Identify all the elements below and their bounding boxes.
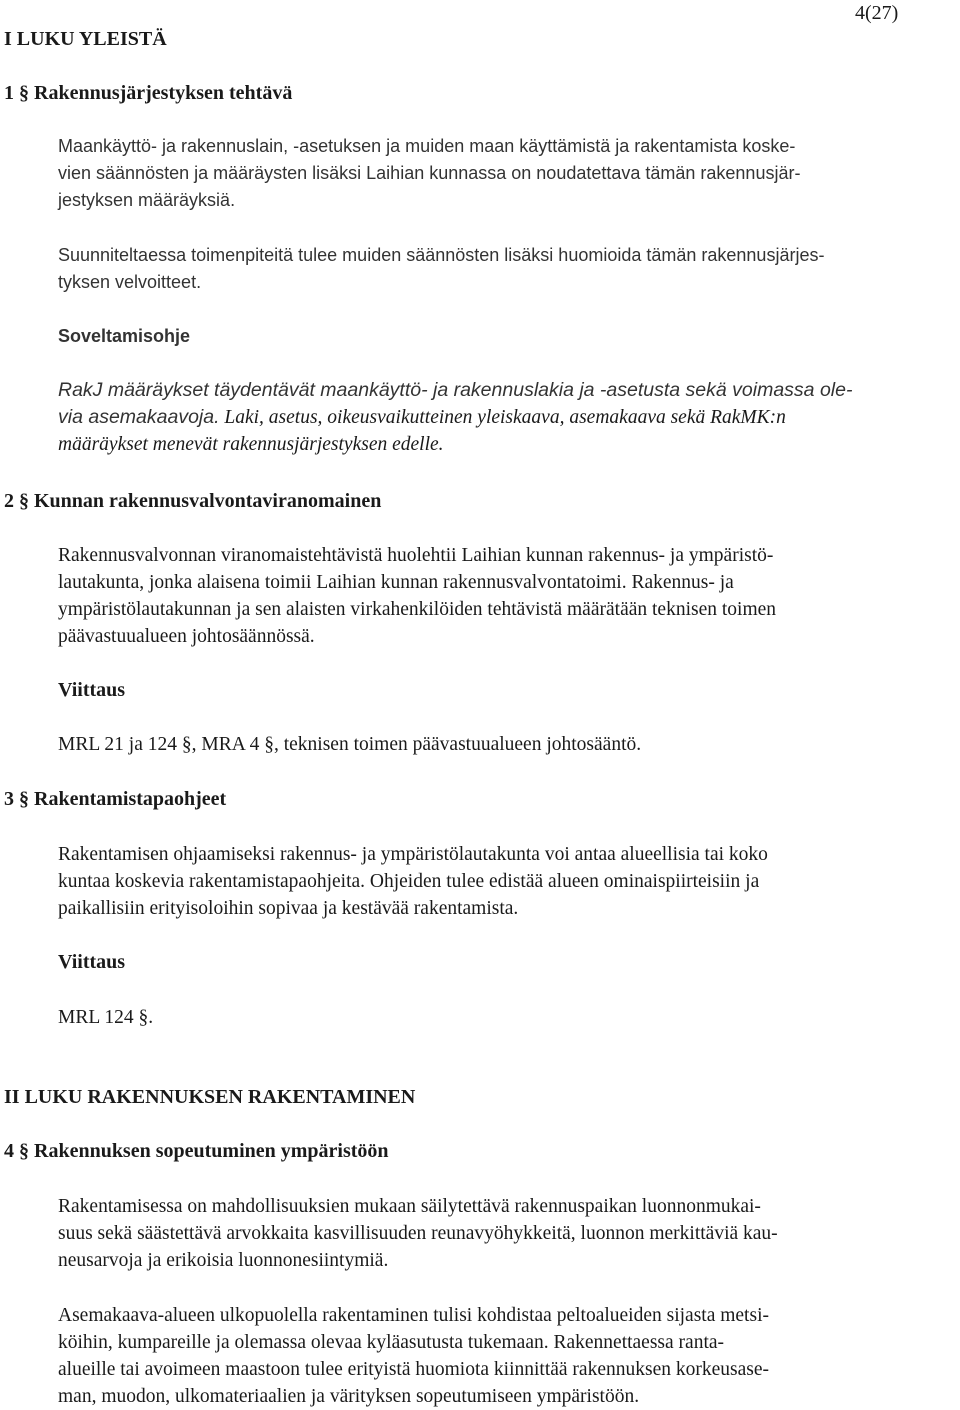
- chapter-title-1: I LUKU YLEISTÄ: [4, 28, 167, 50]
- guide-paragraph: [58, 377, 852, 458]
- section-2-reference-heading: Viittaus: [58, 679, 126, 701]
- text-line: RakJ määräykset täydentävät maankäyttö- ja rakennuslakia ja -asetusta sekä voimassa ole-: [58, 379, 853, 401]
- section-1-paragraph-2: [58, 242, 824, 296]
- text-line: Maankäyttö- ja rakennuslain, -asetuksen ja muiden maan käyttämistä ja rakentamista koske-: [58, 136, 796, 156]
- text-line: ympäristölautakunnan ja sen alaisten virkahenkilöiden tehtävistä määrätään teknisen toimen: [58, 599, 777, 620]
- section-2-paragraph-1: [58, 542, 776, 650]
- section-4-paragraph-1: [58, 1193, 778, 1274]
- section-3-heading: 3 § Rakentamistapaohjeet: [4, 788, 227, 810]
- text-line: lautakunta, jonka alaisena toimii Laihian kunnan rakennusvalvontatoimi. Rakennus- ja: [58, 572, 734, 593]
- guide-heading: Soveltamisohje: [58, 326, 191, 346]
- section-1-heading: 1 § Rakennusjärjestyksen tehtävä: [4, 82, 293, 104]
- text-line: man, muodon, ulkomateriaalien ja värityksen sopeutumiseen ympäristöön.: [58, 1386, 640, 1407]
- text-segment: Laki, asetus, oikeusvaikutteinen yleiskaava, asemakaava sekä RakMK:n: [219, 407, 786, 428]
- text-line: tyksen velvoitteet.: [58, 272, 202, 292]
- text-segment: via asemakaavoja.: [58, 406, 220, 428]
- text-line: päävastuualueen johtosäännössä.: [58, 626, 315, 647]
- text-line: suus sekä säästettävä arvokkaita kasvillisuuden reunavyöhykkeitä, luonnon merkittäviä kau-: [58, 1223, 778, 1244]
- section-3-reference-heading: Viittaus: [58, 951, 126, 973]
- text-line: Rakentamisen ohjaamiseksi rakennus- ja ympäristölautakunta voi antaa alueellisia tai koko: [58, 844, 768, 865]
- text-line: Suunniteltaessa toimenpiteitä tulee muiden säännösten lisäksi huomioida tämän rakennusjärjes-: [58, 245, 825, 265]
- page-number: 4(27): [855, 2, 899, 24]
- text-line: Asemakaava-alueen ulkopuolella rakentaminen tulisi kohdistaa peltoalueiden sijasta metsi-: [58, 1305, 769, 1326]
- text-line: määräykset menevät rakennusjärjestyksen edelle.: [58, 434, 444, 455]
- text-line: vien säännösten ja määräysten lisäksi Laihian kunnassa on noudatettava tämän rakennusjär-: [58, 163, 801, 183]
- text-line: jestyksen määräyksiä.: [58, 190, 236, 210]
- text-line: alueille tai avoimeen maastoon tulee erityistä huomiota kiinnittää rakennuksen korkeusase-: [58, 1359, 769, 1380]
- text-line: neusarvoja ja erikoisia luonnonesiintymiä.: [58, 1250, 389, 1271]
- chapter-title-2: II LUKU RAKENNUKSEN RAKENTAMINEN: [4, 1086, 416, 1108]
- text-line: Rakennusvalvonnan viranomaistehtävistä huolehtii Laihian kunnan rakennus- ja ympäristö-: [58, 545, 774, 566]
- text-line: kuntaa koskevia rakentamistapaohjeita. Ohjeiden tulee edistää alueen ominaispiirteisiin ja: [58, 871, 760, 892]
- section-3-reference: MRL 124 §.: [58, 1007, 154, 1028]
- text-line: köihin, kumpareille ja olemassa olevaa kyläasutusta tukemaan. Rakennettaessa ranta-: [58, 1332, 725, 1353]
- section-1-paragraph-1: [58, 133, 800, 214]
- text-line: paikallisiin erityisoloihin sopivaa ja kestävää rakentamista.: [58, 898, 519, 919]
- section-4-paragraph-2: [58, 1302, 769, 1410]
- section-3-paragraph-1: [58, 841, 768, 922]
- section-4-heading: 4 § Rakennuksen sopeutuminen ympäristöön: [4, 1140, 389, 1162]
- text-line: Rakentamisessa on mahdollisuuksien mukaan säilytettävä rakennuspaikan luonnonmukai-: [58, 1196, 761, 1217]
- section-2-heading: 2 § Kunnan rakennusvalvontaviranomainen: [4, 490, 382, 512]
- section-2-reference: MRL 21 ja 124 §, MRA 4 §, teknisen toimen päävastuualueen johtosääntö.: [58, 734, 642, 755]
